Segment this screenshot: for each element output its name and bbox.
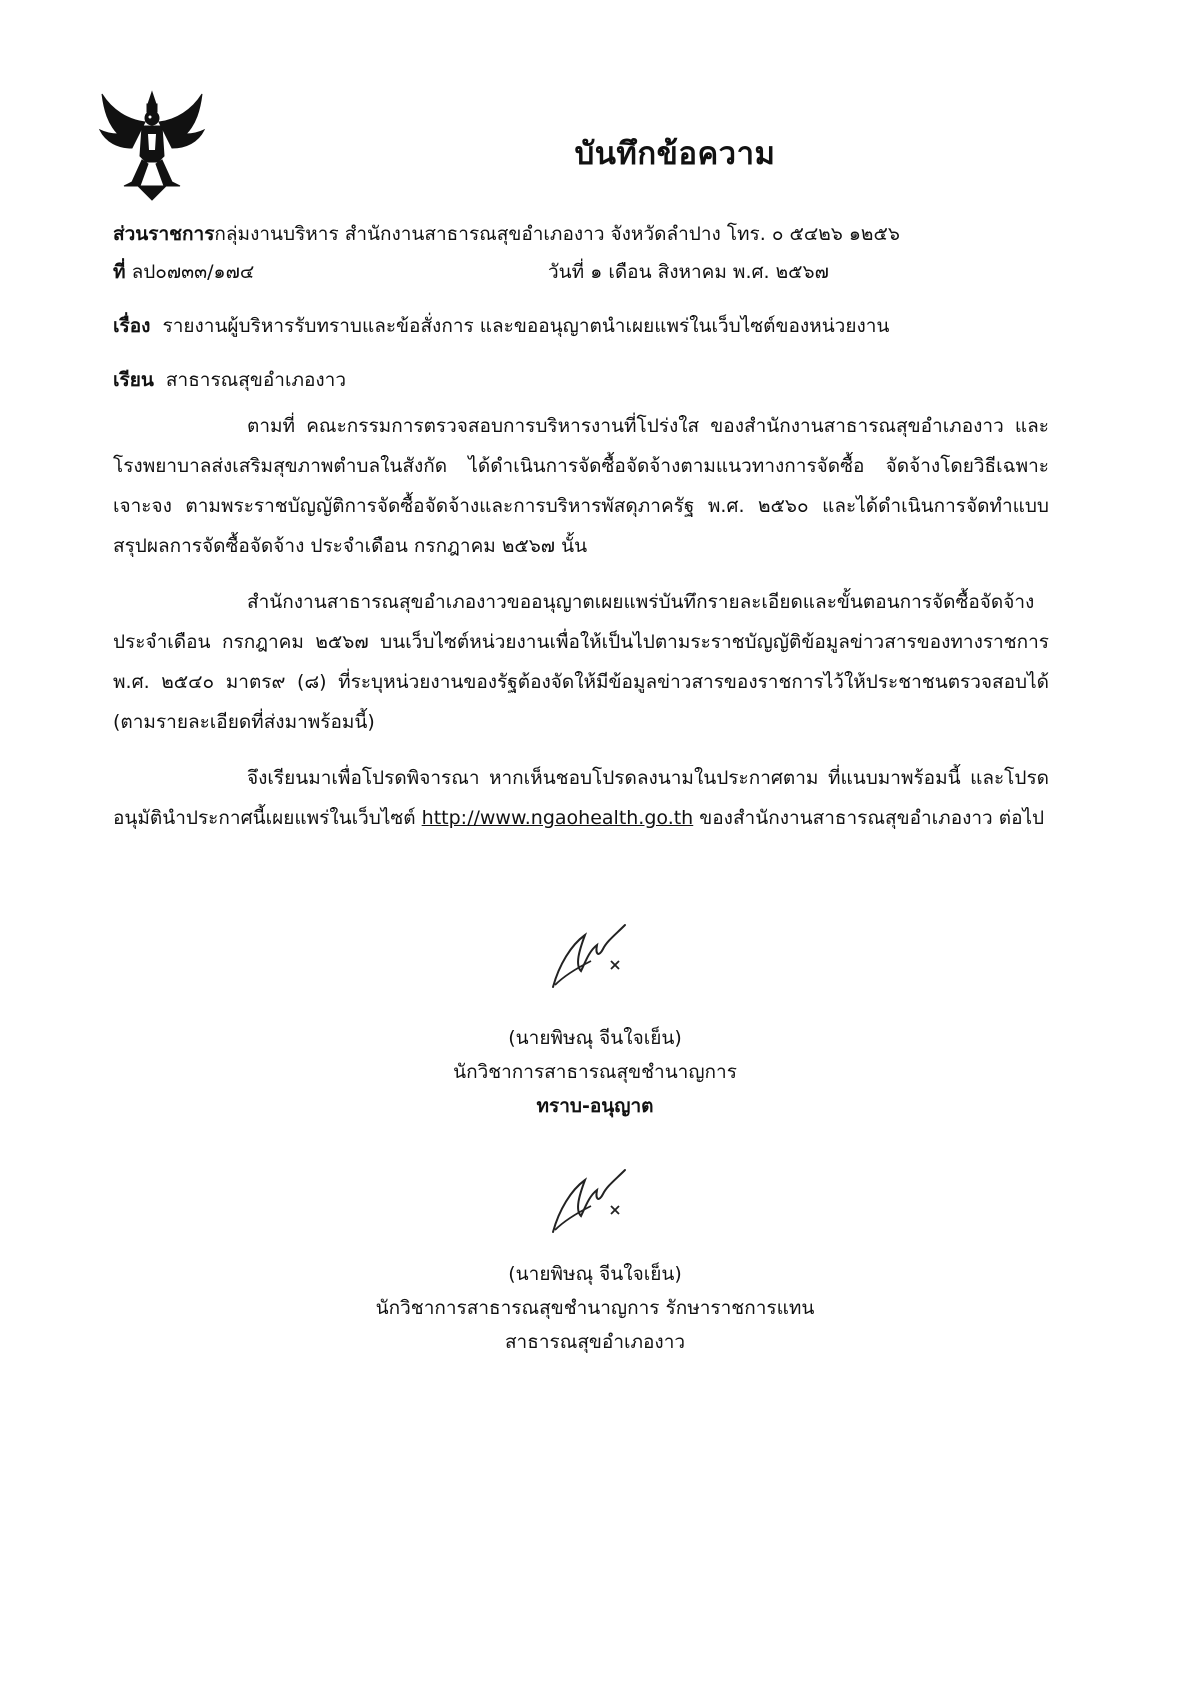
website-link[interactable]: http://www.ngaohealth.go.th [421,807,694,829]
agency-line [113,220,900,248]
body-paragraph-3 [113,758,1049,838]
subject-line [113,312,889,340]
paragraph-2-text: สำนักงานสาธารณสุขอำเภองาวขออนุญาตเผยแพร่บันทึกรายละเอียดและขั้นตอนการจัดซื้อจัดจ้าง ประจำเดือน กรกฎาคม ๒๕๖๗ บนเว็บไซต์หน่วยงานเพื่อให้เป็นไปตามระราชบัญญัติข้อมูลข่าวสารของทางราชการ พ.ศ. ๒๕๔๐ มาตร๙ (๘) ที่ระบุหน่วยงานของรัฐต้องจัดให้มีข้อมูลข่าวสารของราชการไว้ให้ประชาชนตรวจสอบได้ (ตามรายละเอียดที่ส่งมาพร้อมนี้) [113,591,1049,733]
subject-value: รายงานผู้บริหารรับทราบและข้อสั่งการ และขออนุญาตนำเผยแพร่ในเว็บไซต์ของหน่วยงาน [162,315,890,337]
to-value: สาธารณสุขอำเภองาว [165,369,346,391]
paragraph-3-tail: ของสำนักงานสาธารณสุขอำเภองาว ต่อไป [693,807,1045,829]
paragraph-3-text: จึงเรียนมาเพื่อโปรดพิจารณา หากเห็นชอบโปรดลงนามในประกาศตาม ที่แนบมาพร้อมนี้ และโปรดอนุมัตินำประกาศนี้เผยแพร่ในเว็บไซต์ [113,767,1049,829]
paragraph-1-text: ตามที่ คณะกรรมการตรวจสอบการบริหารงานที่โปร่งใส ของสำนักงานสาธารณสุขอำเภองาว และโรงพยาบาลส่งเสริมสุขภาพตำบลในสังกัด ได้ดำเนินการจัดซื้อจัดจ้างตามแนวทางการจัดซื้อ จัดจ้างโดยวิธีเฉพาะเจาะจง ตามพระราชบัญญัติการจัดซื้อจัดจ้างและการบริหารพัสดุภาครัฐ พ.ศ. ๒๕๖๐ และได้ดำเนินการจัดทำแบบสรุปผลการจัดซื้อจัดจ้าง ประจำเดือน กรกฎาคม ๒๕๖๗ นั้น [113,415,1049,557]
signer-1-position: นักวิชาการสาธารณสุขชำนาญการ [453,1061,737,1083]
signer-1-name: (นายพิษณุ จีนใจเย็น) [508,1027,682,1049]
agency-value: กลุ่มงานบริหาร สำนักงานสาธารณสุขอำเภองาว จังหวัดลำปาง โทร. ๐ ๕๔๒๖ ๑๒๕๖ [214,223,900,245]
memo-title: บันทึกข้อความ [574,136,776,172]
signer-2-position: นักวิชาการสาธารณสุขชำนาญการ รักษาราชการแทน [375,1297,815,1319]
ref-label: ที่ [113,261,126,283]
signer-2-position-2: สาธารณสุขอำเภองาว [504,1331,686,1353]
approval-text: ทราบ-อนุญาต [536,1095,654,1117]
date-text: วันที่ ๑ เดือน สิงหาคม พ.ศ. ๒๕๖๗ [548,261,829,283]
to-line [113,366,346,394]
ref-value: ลป๐๗๓๓/๑๗๔ [131,261,255,283]
body-paragraph-1 [113,406,1049,566]
agency-label: ส่วนราชการ [113,223,215,245]
signature-1-icon [545,915,645,995]
signature-2-icon [545,1160,645,1240]
body-paragraph-2 [113,582,1049,742]
subject-label: เรื่อง [113,315,151,337]
ref-line [113,258,254,286]
signer-2-name: (นายพิษณุ จีนใจเย็น) [508,1263,682,1285]
to-label: เรียน [113,369,154,391]
